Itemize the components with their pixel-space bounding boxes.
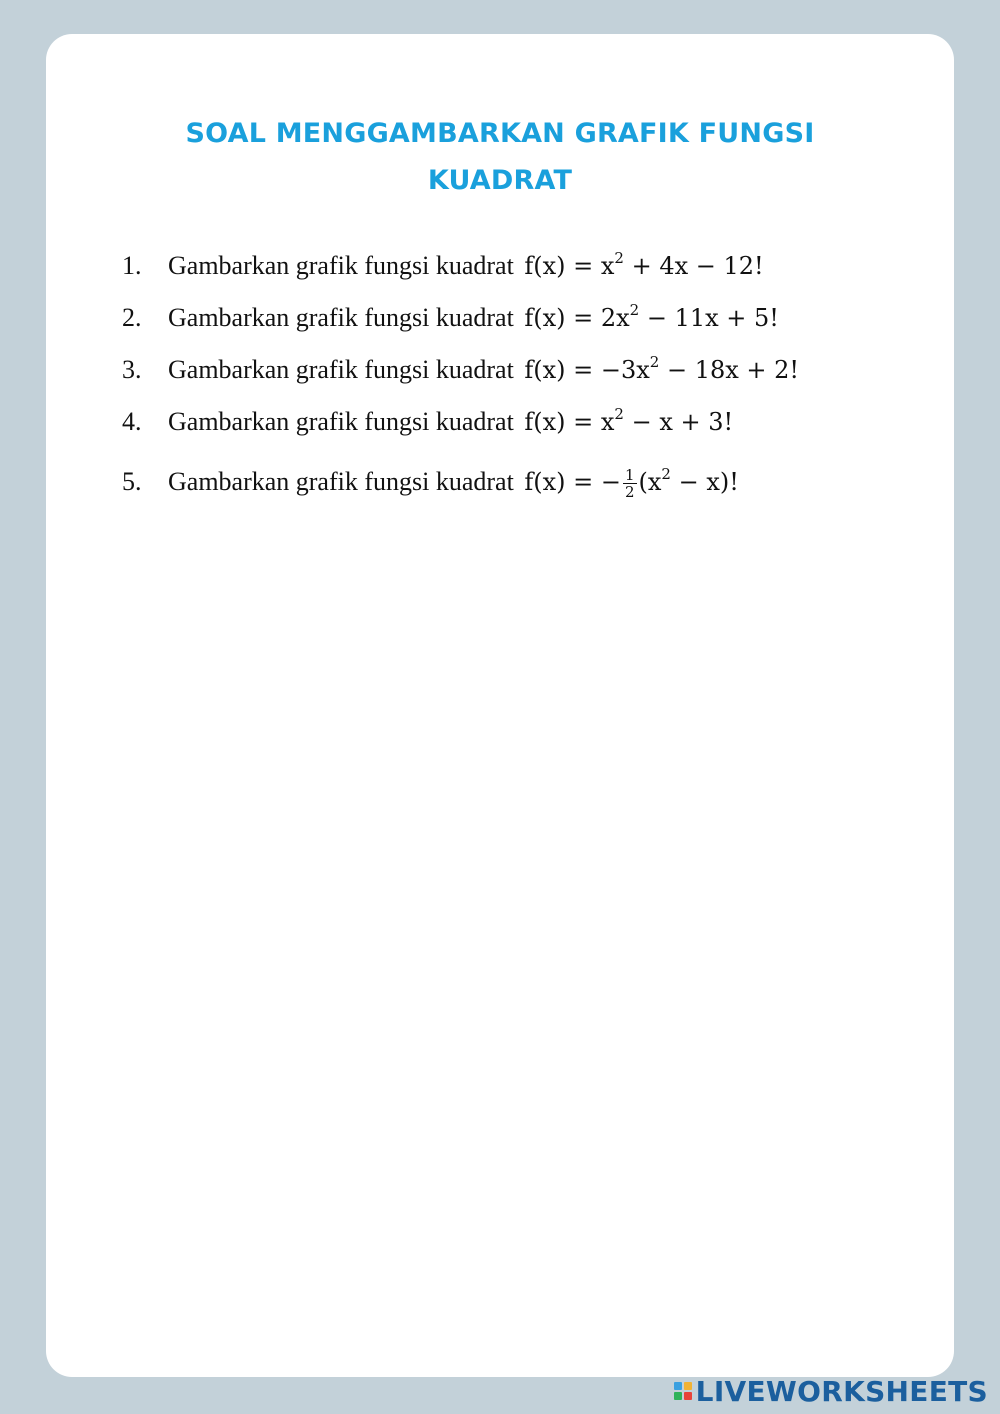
formula-fraction <box>623 467 637 500</box>
liveworksheets-logo-icon <box>674 1382 692 1400</box>
question-text: Gambarkan grafik fungsi kuadrat <box>168 303 514 332</box>
formula-exponent: 2 <box>614 405 624 423</box>
formula-lhs: f(x) = <box>524 408 594 436</box>
formula-lhs: f(x) = <box>524 304 594 332</box>
worksheet-card <box>46 34 954 1377</box>
formula-rest: − 18x + 2! <box>666 356 800 384</box>
question-list <box>122 246 799 514</box>
question-text: Gambarkan grafik fungsi kuadrat <box>168 467 514 496</box>
question-formula <box>524 465 739 501</box>
formula-term: x <box>600 408 615 436</box>
logo-square <box>674 1392 682 1400</box>
question-formula <box>524 353 800 384</box>
logo-square <box>684 1392 692 1400</box>
title-line-1: SOAL MENGGAMBARKAN GRAFIK FUNGSI <box>185 118 815 149</box>
formula-exponent: 2 <box>661 465 671 483</box>
title-line-2: KUADRAT <box>427 165 573 196</box>
formula-term: (x <box>638 468 662 496</box>
question-number: 1. <box>122 251 142 280</box>
worksheet-title <box>0 110 1000 204</box>
fraction-denominator: 2 <box>624 483 635 501</box>
question-number: 4. <box>122 407 142 436</box>
question-item <box>122 298 799 350</box>
formula-lhs: f(x) = <box>524 356 594 384</box>
logo-square <box>674 1382 682 1390</box>
formula-exponent: 2 <box>629 301 640 319</box>
question-item <box>122 350 799 402</box>
question-number: 5. <box>122 467 142 496</box>
formula-term: x <box>600 252 615 280</box>
logo-square <box>684 1382 692 1390</box>
formula-exponent: 2 <box>649 353 660 371</box>
fraction-numerator: 1 <box>624 466 635 484</box>
question-number: 2. <box>122 303 142 332</box>
question-text: Gambarkan grafik fungsi kuadrat <box>168 251 514 280</box>
question-number: 3. <box>122 355 142 384</box>
question-formula <box>524 405 734 436</box>
liveworksheets-logo[interactable] <box>674 1374 988 1408</box>
question-formula <box>524 301 779 332</box>
formula-rest: − x + 3! <box>631 408 734 436</box>
formula-rest: − 11x + 5! <box>646 304 779 332</box>
formula-term: 2x <box>600 304 630 332</box>
question-formula <box>524 249 764 280</box>
formula-rest: − x)! <box>678 468 739 496</box>
question-text: Gambarkan grafik fungsi kuadrat <box>168 355 514 384</box>
question-item <box>122 462 799 514</box>
brand-name: LIVEWORKSHEETS <box>695 1374 988 1408</box>
formula-rest: + 4x − 12! <box>631 252 764 280</box>
formula-term: −3x <box>600 356 650 384</box>
question-item <box>122 246 799 298</box>
formula-lhs: f(x) = <box>524 252 594 280</box>
formula-exponent: 2 <box>614 249 624 267</box>
question-item <box>122 402 799 454</box>
question-text: Gambarkan grafik fungsi kuadrat <box>168 407 514 436</box>
formula-lhs: f(x) = − <box>524 468 621 496</box>
